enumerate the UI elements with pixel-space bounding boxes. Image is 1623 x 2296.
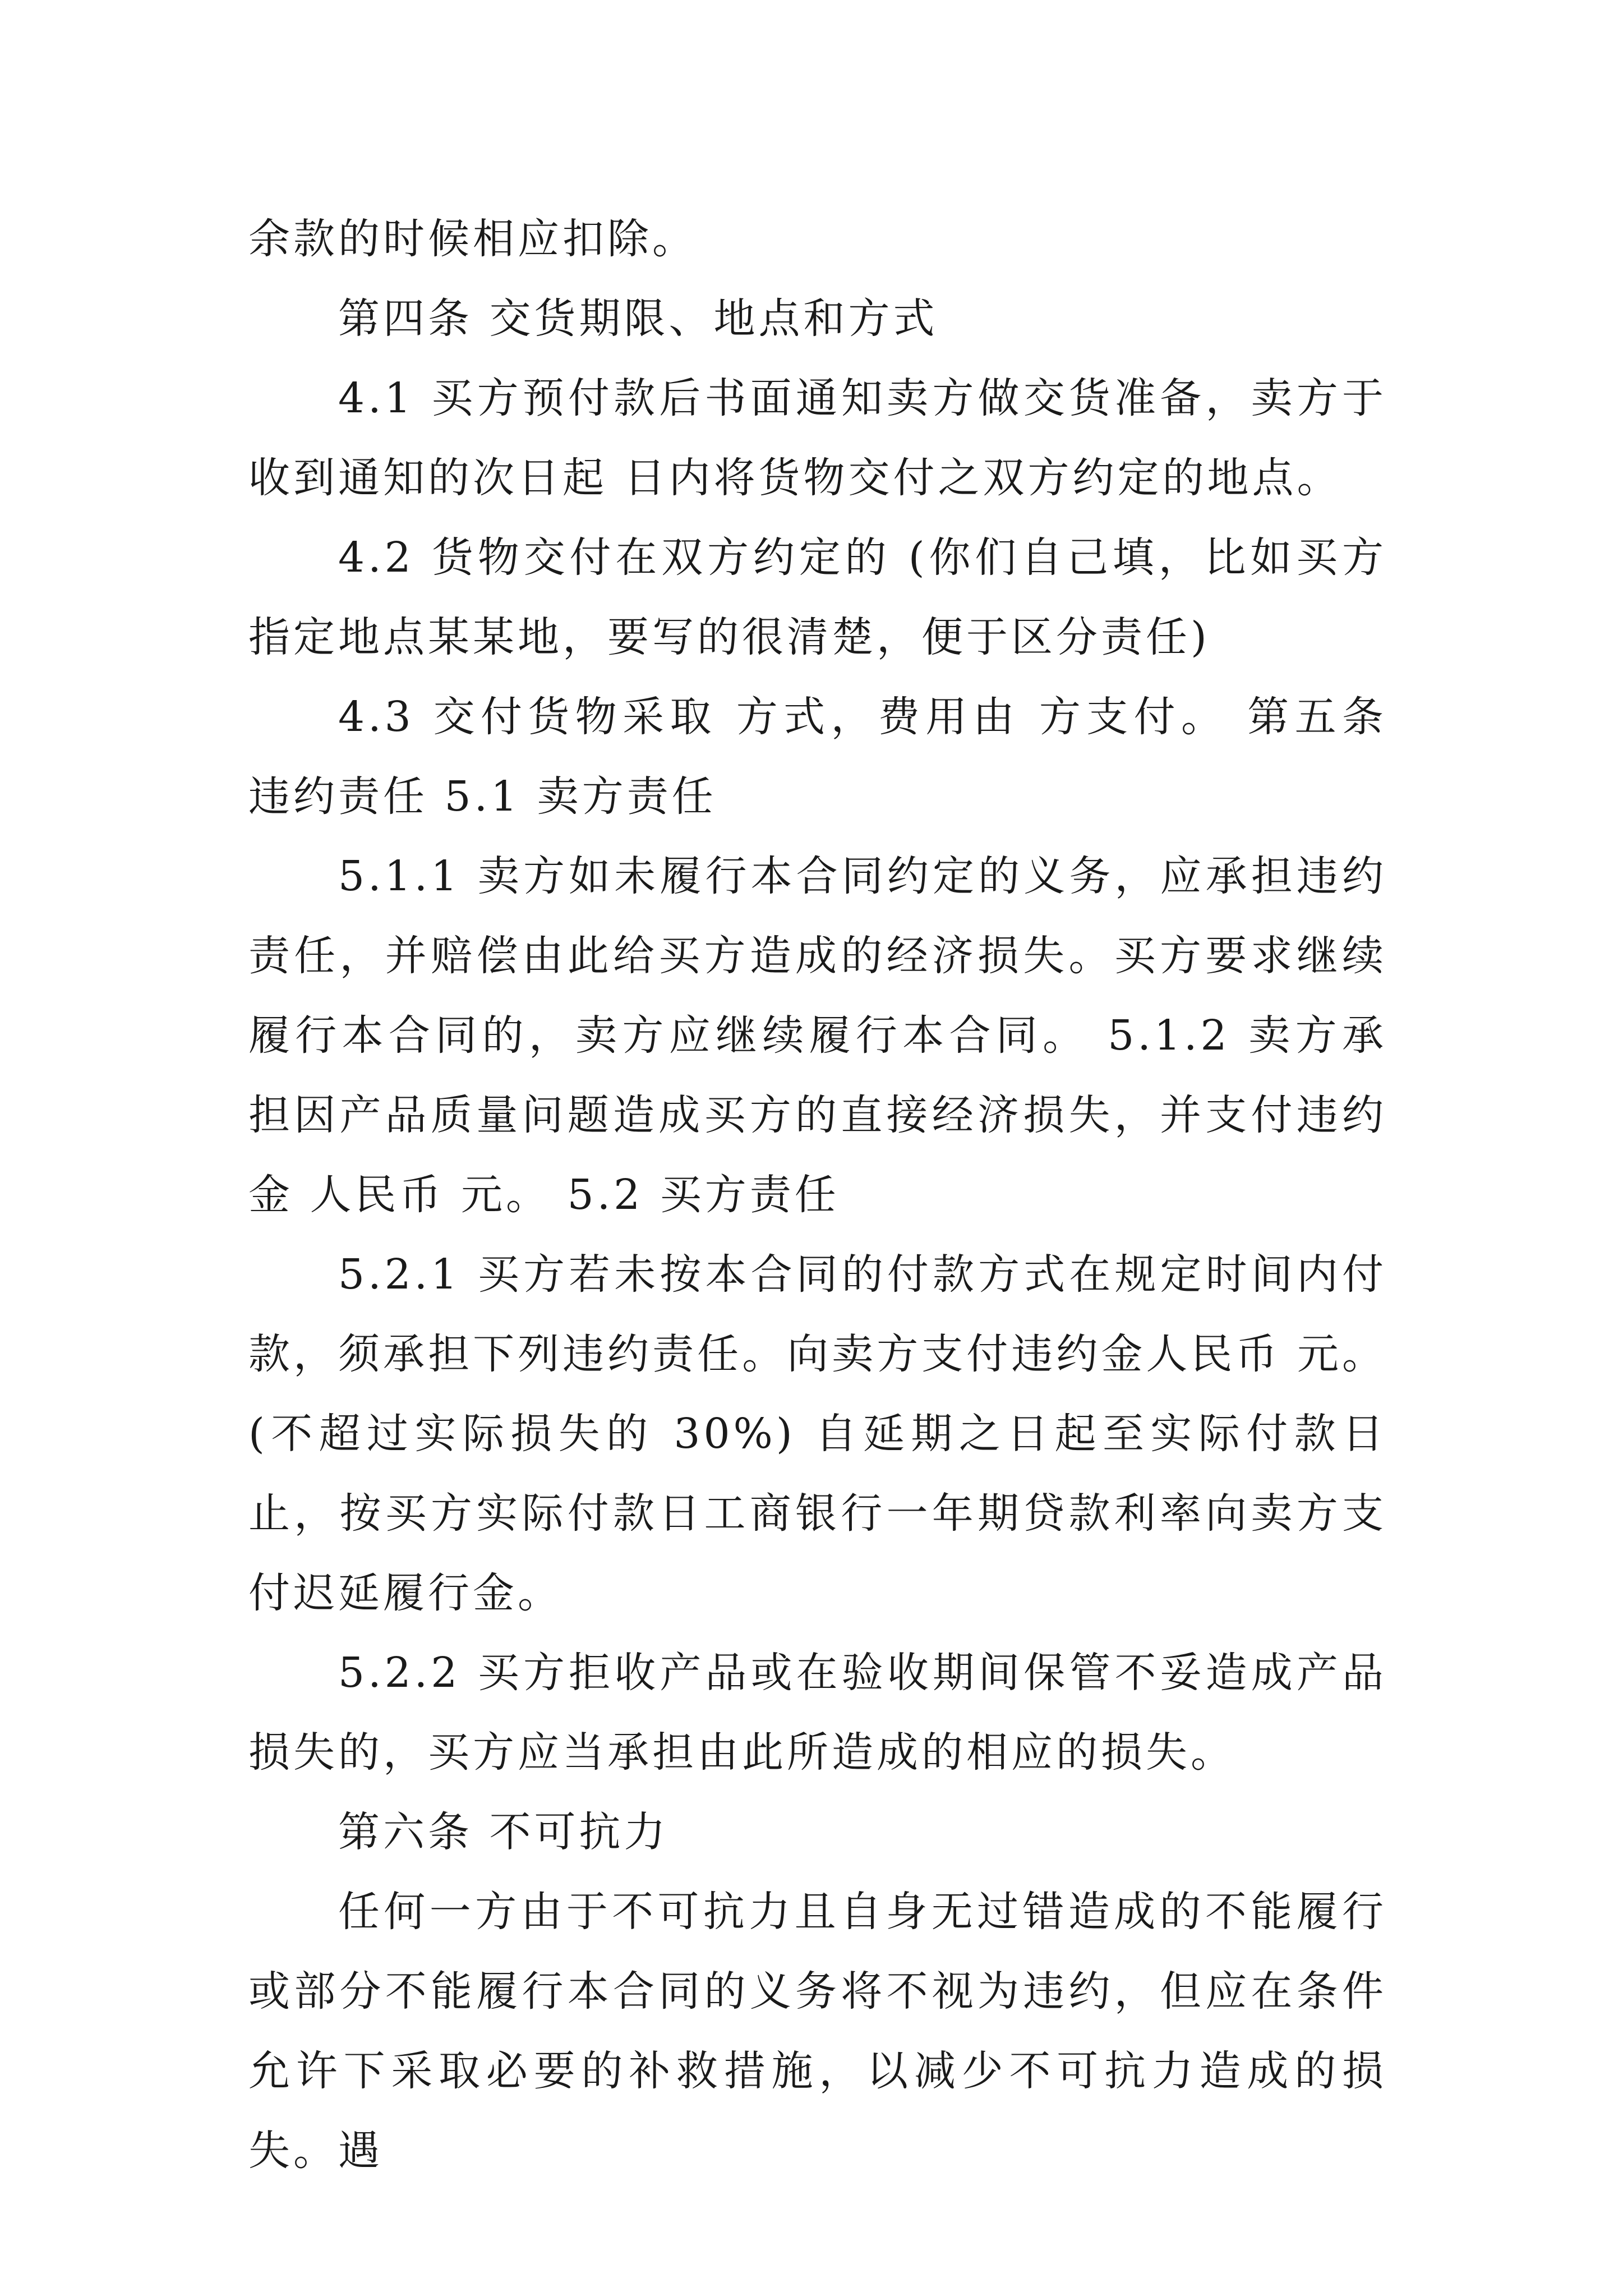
heading-article-6: 第六条 不可抗力	[338, 1808, 669, 1856]
clause-4-3: 4.3 交付货物采取 方式，费用由 方支付。 第五条 违约责任 5.1 卖方责任	[248, 693, 1387, 821]
paragraph-remainder: 余款的时候相应扣除。	[248, 215, 697, 263]
heading-article-4: 第四条 交货期限、地点和方式	[338, 295, 938, 343]
clause-4-2: 4.2 货物交付在双方约定的 (你们自己填，比如买方指定地点某某地，要写的很清楚，便于区分责任)	[248, 533, 1387, 661]
contract-body	[248, 199, 1387, 2191]
clause-5-1-1: 5.1.1 卖方如未履行本合同约定的义务，应承担违约责任，并赔偿由此给买方造成的经济损失。买方要求继续履行本合同的，卖方应继续履行本合同。 5.1.2 卖方承担因产品质量问题造成买方的直接经济损失，并支付违约金 人民币 元。 5.2 买方责任	[248, 852, 1387, 1219]
clause-5-2-2: 5.2.2 买方拒收产品或在验收期间保管不妥造成产品损失的，买方应当承担由此所造成的相应的损失。	[248, 1649, 1387, 1777]
clause-force-majeure: 任何一方由于不可抗力且自身无过错造成的不能履行或部分不能履行本合同的义务将不视为违约，但应在条件允许下采取必要的补救措施，以减少不可抗力造成的损失。遇	[248, 1888, 1387, 2175]
clause-4-1: 4.1 买方预付款后书面通知卖方做交货准备，卖方于收到通知的次日起 日内将货物交付之双方约定的地点。	[248, 374, 1387, 502]
clause-5-2-1: 5.2.1 买方若未按本合同的付款方式在规定时间内付款，须承担下列违约责任。向卖方支付违约金人民币 元。(不超过实际损失的 30%) 自延期之日起至实际付款日止，按买方实际付款日工商银行一年期贷款利率向卖方支付迟延履行金。	[248, 1250, 1387, 1617]
